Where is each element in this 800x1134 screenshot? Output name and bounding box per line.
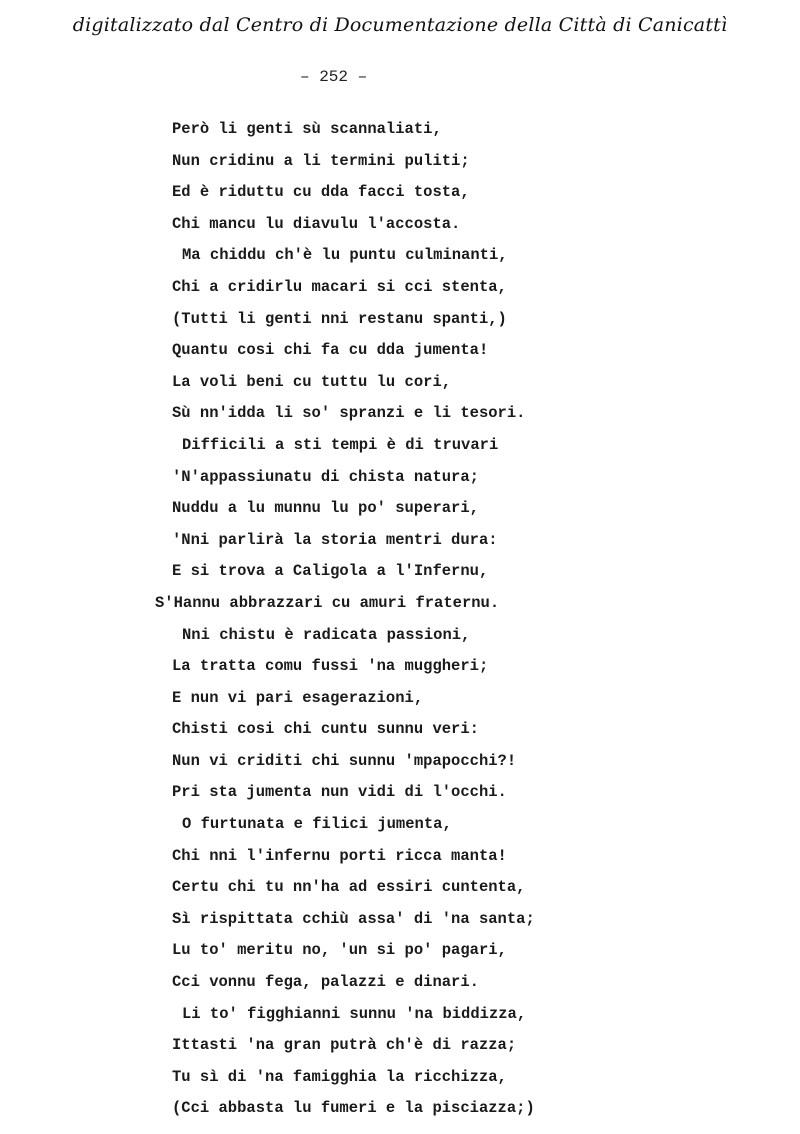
verse-line: La voli beni cu tuttu lu cori, bbox=[172, 372, 452, 391]
verse-line: Cci vonnu fega, palazzi e dinari. bbox=[172, 973, 479, 992]
verse-line: Ma chiddu ch'è lu puntu culminanti, bbox=[182, 246, 508, 265]
verse-line: Certu chi tu nn'ha ad essiri cuntenta, bbox=[172, 878, 526, 897]
verse-line: Pri sta jumenta nun vidi di l'occhi. bbox=[172, 783, 507, 802]
page-number: – 252 – bbox=[300, 68, 368, 86]
verse-line: Difficili a sti tempi è di truvari bbox=[182, 435, 499, 454]
verse-line: Nun vi criditi chi sunnu 'mpapocchi?! bbox=[172, 751, 517, 770]
verse-line: Tu sì di 'na famigghia la ricchizza, bbox=[172, 1067, 507, 1086]
verse-line: Sì rispittata cchiù assa' di 'na santa; bbox=[172, 909, 535, 928]
verse-line: (Tutti li genti nni restanu spanti,) bbox=[172, 309, 507, 328]
verse-line: Sù nn'idda li so' spranzi e li tesori. bbox=[172, 404, 526, 423]
verse-line: Però li genti sù scannaliati, bbox=[172, 120, 442, 138]
verse-line: Chi mancu lu diavulu l'accosta. bbox=[172, 214, 461, 233]
verse-line: Li to' figghianni sunnu 'na biddizza, bbox=[182, 1004, 527, 1023]
verse-line: 'Nni parlirà la storia mentri dura: bbox=[172, 530, 498, 549]
verse-line: La tratta comu fussi 'na muggheri; bbox=[172, 657, 489, 676]
verse-line: Nun cridinu a li termini puliti; bbox=[172, 151, 470, 170]
verse-line: Chisti cosi chi cuntu sunnu veri: bbox=[172, 720, 479, 739]
verse-line: Nuddu a lu munnu lu po' superari, bbox=[172, 499, 479, 518]
verse-line: Lu to' meritu no, 'un si po' pagari, bbox=[172, 941, 507, 960]
verse-line: O furtunata e filici jumenta, bbox=[182, 815, 452, 834]
verse-line: Ed è riduttu cu dda facci tosta, bbox=[172, 183, 470, 202]
verse-line: E si trova a Caligola a l'Infernu, bbox=[172, 562, 489, 581]
verse-line: E nun vi pari esagerazioni, bbox=[172, 688, 424, 707]
verse-line: Chi nni l'infernu porti ricca manta! bbox=[172, 846, 507, 865]
verse-line: Chi a cridirlu macari si cci stenta, bbox=[172, 277, 507, 296]
verse-line: (Cci abbasta lu fumeri e la pisciazza;) bbox=[172, 1099, 535, 1118]
verse-line: 'N'appassiunatu di chista natura; bbox=[172, 467, 479, 486]
verse-line: Nni chistu è radicata passioni, bbox=[182, 625, 471, 644]
poem-verses bbox=[0, 114, 800, 1125]
verse-line: S'Hannu abbrazzari cu amuri fraternu. bbox=[155, 593, 500, 612]
digitization-credit-header: digitalizzato dal Centro di Documentazione della Città di Canicattì bbox=[72, 14, 728, 36]
verse-line: Quantu cosi chi fa cu dda jumenta! bbox=[172, 341, 489, 360]
verse-line: Ittasti 'na gran putrà ch'è di razza; bbox=[172, 1036, 517, 1055]
